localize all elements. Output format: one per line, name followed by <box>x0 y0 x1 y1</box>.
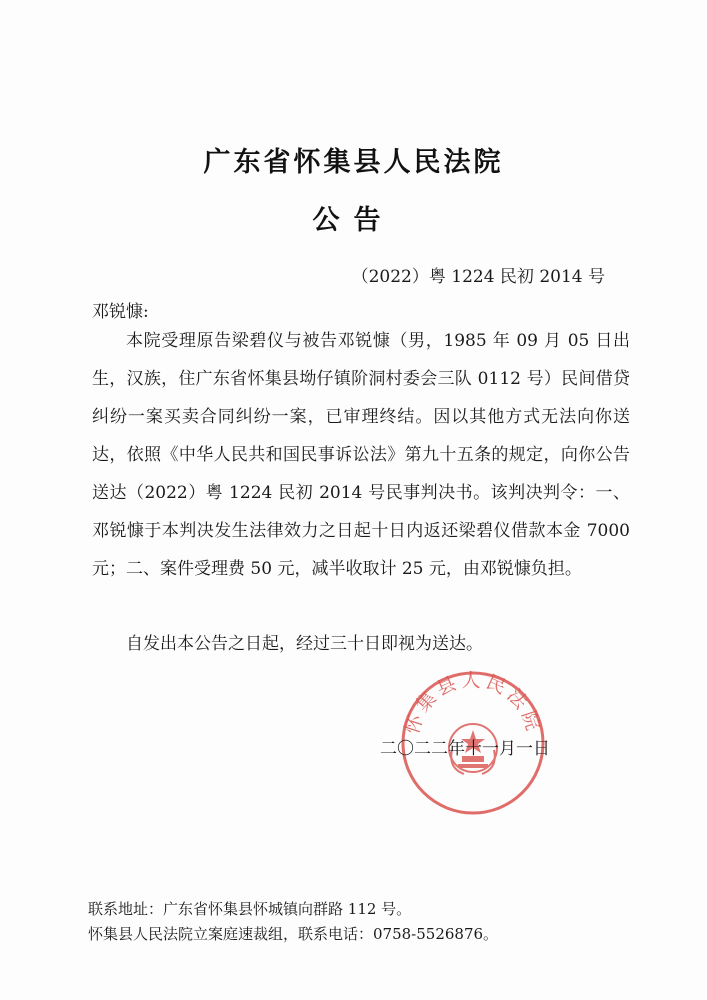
seal-text: 怀集县人民法院 <box>400 669 546 737</box>
notice-date: 二〇二二年十一月一日 <box>380 739 550 759</box>
contact-phone: 怀集县人民法院立案庭速裁组，联系电话：0758-5526876。 <box>88 925 499 943</box>
case-number: （2022）粤 1224 民初 2014 号 <box>351 267 605 287</box>
notice-closing: 自发出本公告之日起，经过三十日即视为送达。 <box>126 634 483 654</box>
court-name-title: 广东省怀集县人民法院 <box>203 147 504 178</box>
notice-body: 本院受理原告梁碧仪与被告邓锐慷（男，1985 年 09 月 05 日出生，汉族，住广东省怀集县坳仔镇阶洞村委会三队 0112 号）民间借贷纠纷一案买卖合同纠纷一案，已审理终结。因以其他方式无法向你送达，依照《中华人民共和国民事诉讼法》第九十五条的规定，向你公告送达（2022）粤 1224 民初 2014 号民事判决书。该判决判令：一、邓锐慷于本判决发生法律效力之日起十日内返还梁碧仪借款本金 7000 元；二、案件受理费 50 元，减半收取计 25 元，由邓锐慷负担。 <box>92 331 630 579</box>
notice-title: 公告 <box>312 205 395 236</box>
contact-footer <box>88 897 498 947</box>
addressee: 邓锐慷: <box>92 302 149 322</box>
contact-address: 联系地址：广东省怀集县怀城镇向群路 112 号。 <box>88 900 412 918</box>
